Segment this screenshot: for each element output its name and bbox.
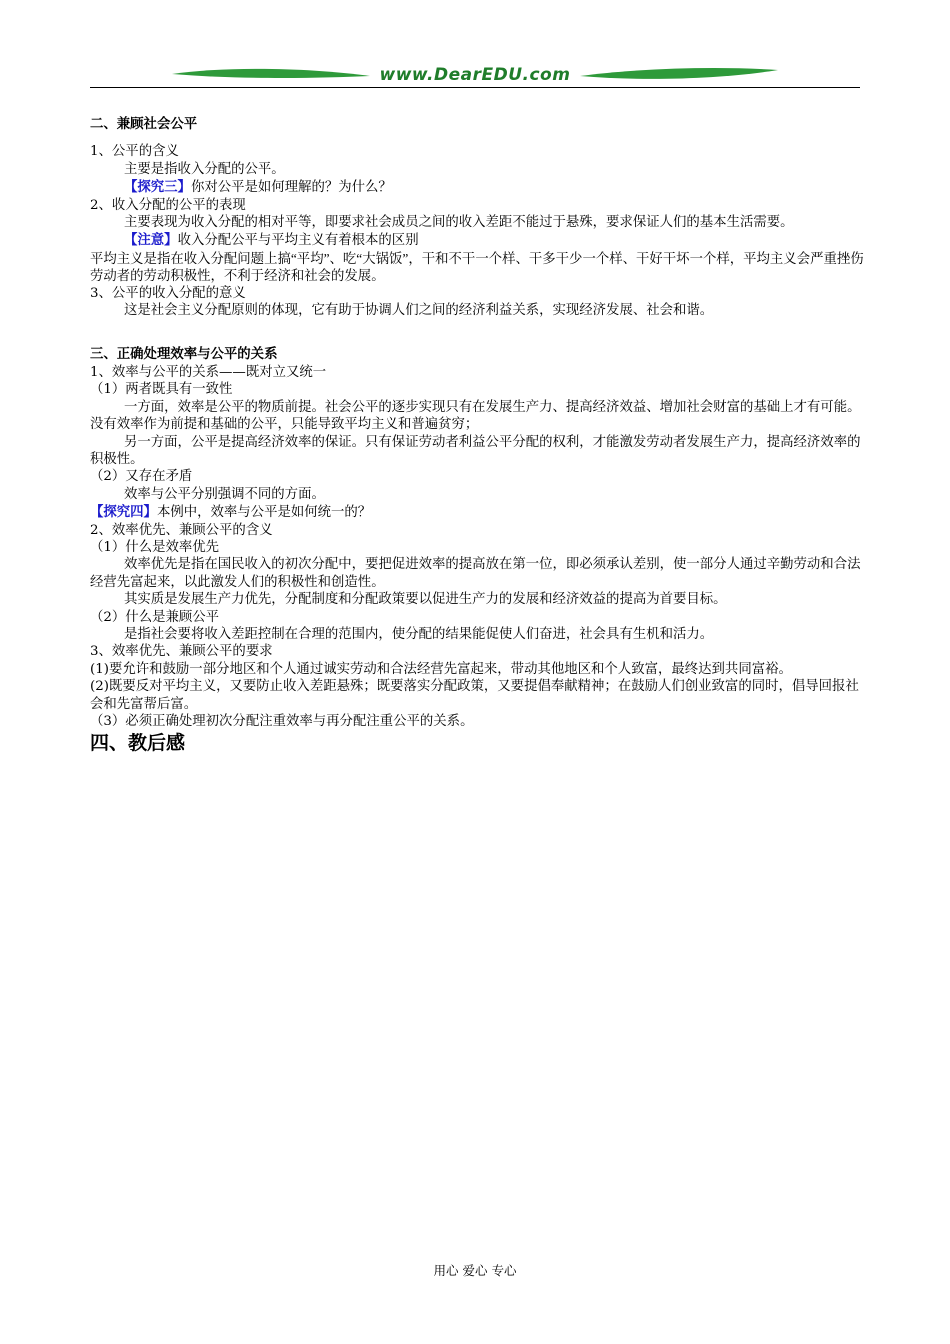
paragraph: 平均主义是指在收入分配问题上搞“平均”、吃“大锅饭”，干和不干一个样、干多干少一个样、干好干坏一个样，平均主义会严重挫伤劳动者的劳动积极性，不利于经济和社会的发展。: [90, 250, 864, 284]
sub-item-title: （2）又存在矛盾: [90, 469, 193, 485]
site-logo[interactable]: www.DearEDU.com: [379, 65, 571, 85]
explore-tag: 【探究三】: [124, 179, 191, 196]
paragraph: 一方面，效率是公平的物质前提。社会公平的逐步实现只有在发展生产力、提高经济效益、增加社会财富的基础上才有可能。没有效率作为前提和基础的公平，只能导致平均主义和普遍贫穷；: [90, 399, 861, 433]
paragraph: 这是社会主义分配原则的体现，它有助于协调人们之间的经济利益关系，实现经济发展、社会和谐。: [124, 303, 714, 319]
item-title: 1、效率与公平的关系——既对立又统一: [90, 364, 327, 380]
explore-prompt: [90, 178, 865, 196]
note-text: 收入分配公平与平均主义有着根本的区别: [177, 232, 419, 248]
explore-question: 本例中，效率与公平是如何统一的？: [156, 504, 372, 520]
note-prompt: [90, 231, 865, 249]
section-heading: 二、兼顾社会公平: [90, 117, 198, 132]
paragraph: 主要表现为收入分配的相对平等，即要求社会成员之间的收入差距不能过于悬殊，要求保证人们的基本生活需要。: [124, 215, 794, 231]
item-title: 3、效率优先、兼顾公平的要求: [90, 644, 273, 660]
paragraph: 效率优先是指在国民收入的初次分配中，要把促进效率的提高放在第一位，即必须承认差别，使一部分人通过辛勤劳动和合法经营先富起来，以此激发人们的积极性和创造性。: [90, 557, 861, 590]
section-heading: 三、正确处理效率与公平的关系: [90, 347, 278, 363]
paragraph: 主要是指收入分配的公平。: [124, 161, 285, 177]
note-tag: 【注意】: [124, 232, 178, 249]
explore-question: 你对公平是如何理解的？为什么？: [190, 179, 392, 195]
paragraph: (1)要允许和鼓励一部分地区和个人通过诚实劳动和合法经营先富起来，带动其他地区和个人致富，最终达到共同富裕。: [90, 661, 792, 677]
sub-item-title: （1）什么是效率优先: [90, 539, 220, 555]
sub-item-title: （1）两者既具有一致性: [90, 382, 233, 398]
page-footer: 用心 爱心 专心: [433, 1263, 517, 1278]
document-body: [90, 116, 865, 756]
explore-prompt: [90, 503, 865, 521]
item-title: 2、收入分配的公平的表现: [90, 197, 246, 213]
paragraph: （3）必须正确处理初次分配注重效率与再分配注重公平的关系。: [90, 714, 474, 729]
item-title: 2、效率优先、兼顾公平的含义: [90, 522, 273, 538]
paragraph: 效率与公平分别强调不同的方面。: [124, 486, 325, 502]
paragraph: 另一方面，公平是提高经济效率的保证。只有保证劳动者利益公平分配的权利，才能激发劳动者发展生产力，提高经济效率的积极性。: [90, 434, 861, 467]
page-header: [90, 60, 860, 90]
paragraph: 是指社会要将收入差距控制在合理的范围内，使分配的结果能促使人们奋进，社会具有生机和活力。: [124, 626, 714, 642]
paragraph: 其实质是发展生产力优先，分配制度和分配政策要以促进生产力的发展和经济效益的提高为首要目标。: [124, 592, 727, 608]
section-heading: 四、教后感: [90, 732, 186, 755]
explore-tag: 【探究四】: [90, 504, 157, 521]
paragraph: (2)既要反对平均主义，又要防止收入差距悬殊；既要落实分配政策，又要提倡奉献精神；在鼓励人们创业致富的同时，倡导回报社会和先富帮后富。: [90, 679, 859, 712]
header-divider: [90, 87, 860, 88]
sub-item-title: （2）什么是兼顾公平: [90, 609, 220, 625]
item-title: 3、公平的收入分配的意义: [90, 285, 246, 301]
item-title: 1、公平的含义: [90, 144, 179, 160]
